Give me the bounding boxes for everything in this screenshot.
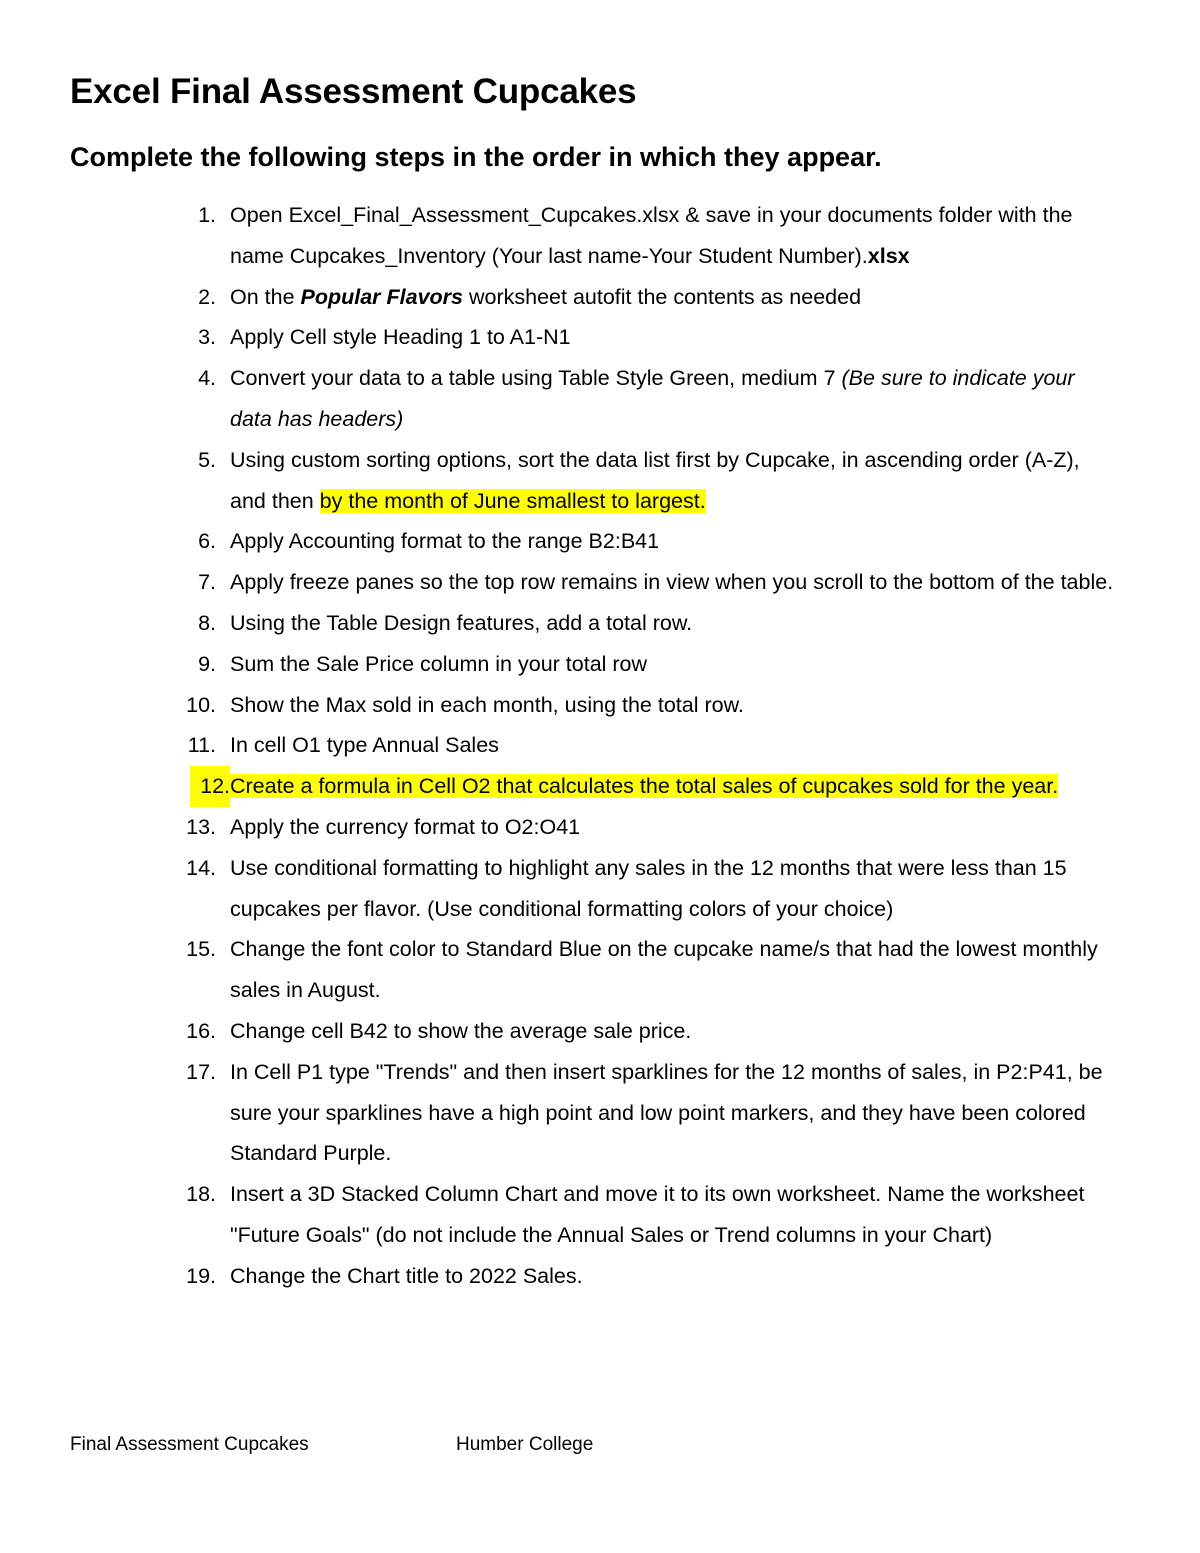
footer-document-name: Final Assessment Cupcakes bbox=[70, 1434, 309, 1455]
list-item bbox=[0, 1052, 1200, 1174]
step-text-part: Using custom sorting options, sort the data list first by Cupcake, in ascending order (A-Z), and then bbox=[230, 447, 1080, 513]
step-text: Insert a 3D Stacked Column Chart and move it to its own worksheet. Name the worksheet "Future Goals" (do not include the Annual Sales or Trend columns in your Chart) bbox=[230, 1182, 1085, 1247]
step-number: 14. bbox=[186, 855, 216, 880]
step-number: 17. bbox=[186, 1059, 216, 1084]
step-number: 7. bbox=[198, 570, 216, 595]
step-number: 1. bbox=[198, 203, 216, 227]
step-text: Apply the currency format to O2:O41 bbox=[230, 814, 581, 839]
list-item bbox=[0, 848, 1200, 930]
step-number: 19. bbox=[186, 1263, 216, 1288]
step-number-highlighted: 12. bbox=[190, 766, 230, 807]
step-text: Apply freeze panes so the top row remains in view when you scroll to the bottom of the table. bbox=[230, 570, 1114, 595]
step-text-italic: (Be sure to indicate your data has headers) bbox=[230, 366, 1075, 431]
step-text: Change cell B42 to show the average sale price. bbox=[230, 1018, 692, 1043]
step-number: 9. bbox=[198, 651, 216, 676]
list-item bbox=[0, 358, 1200, 440]
step-number: 6. bbox=[198, 529, 216, 554]
list-item bbox=[0, 317, 1200, 358]
step-text bbox=[230, 358, 1120, 440]
step-text: Use conditional formatting to highlight any sales in the 12 months that were less than 15 cupcakes per flavor. (Use conditional formatting colors of your choice) bbox=[230, 855, 1067, 921]
steps-list bbox=[0, 195, 1200, 1297]
step-text-part: worksheet autofit the contents as needed bbox=[463, 284, 862, 309]
step-number: 10. bbox=[186, 692, 216, 717]
list-item bbox=[0, 277, 1200, 318]
list-item bbox=[0, 644, 1200, 685]
step-text bbox=[230, 195, 1120, 277]
step-number: 16. bbox=[186, 1018, 216, 1043]
list-item bbox=[0, 440, 1200, 522]
footer-institution: Humber College bbox=[456, 1434, 594, 1455]
step-text: Show the Max sold in each month, using the total row. bbox=[230, 692, 744, 717]
step-number: 13. bbox=[186, 814, 216, 839]
step-text-part: Open Excel_Final_Assessment_Cupcakes.xlsx & save in your documents folder with the name Cupcakes_Inventory (Your last name-Your Student Number). bbox=[230, 203, 1073, 268]
step-number: 2. bbox=[198, 284, 216, 309]
list-item bbox=[0, 603, 1200, 644]
step-text: Apply Accounting format to the range B2:B41 bbox=[230, 529, 660, 554]
list-item bbox=[0, 562, 1200, 603]
step-text bbox=[230, 440, 1120, 522]
step-number: 15. bbox=[186, 937, 216, 962]
step-text-part: Convert your data to a table using Table Style Green, medium 7 bbox=[230, 366, 842, 391]
list-item bbox=[0, 1174, 1200, 1256]
step-number: 5. bbox=[198, 447, 216, 472]
step-number: 11. bbox=[187, 733, 216, 758]
step-text bbox=[230, 766, 1120, 807]
step-number: 18. bbox=[186, 1182, 216, 1207]
list-item bbox=[0, 929, 1200, 1011]
step-text-part: On the bbox=[230, 284, 301, 309]
list-item bbox=[0, 1256, 1200, 1297]
step-text-highlighted: by the month of June smallest to largest. bbox=[319, 488, 706, 513]
step-number: 3. bbox=[198, 325, 216, 350]
step-number: 8. bbox=[198, 610, 216, 635]
step-text: Sum the Sale Price column in your total row bbox=[230, 651, 648, 676]
list-item bbox=[0, 725, 1200, 766]
step-text: In Cell P1 type "Trends" and then insert sparklines for the 12 months of sales, in P2:P41, be sure your sparklines have a high point and low point markers, and they have been colored Standard Purple. bbox=[230, 1059, 1103, 1166]
list-item bbox=[0, 766, 1200, 807]
step-text: Apply Cell style Heading 1 to A1-N1 bbox=[230, 325, 571, 350]
step-text: In cell O1 type Annual Sales bbox=[230, 733, 499, 758]
step-number: 4. bbox=[198, 366, 216, 391]
list-item bbox=[0, 521, 1200, 562]
step-text: Change the font color to Standard Blue on the cupcake name/s that had the lowest monthly sales in August. bbox=[230, 937, 1098, 1003]
step-text bbox=[230, 277, 1120, 318]
list-item bbox=[0, 685, 1200, 726]
document-title: Excel Final Assessment Cupcakes bbox=[70, 72, 637, 111]
step-text-highlighted: Create a formula in Cell O2 that calculates the total sales of cupcakes sold for the year. bbox=[230, 774, 1059, 799]
list-item bbox=[0, 1011, 1200, 1052]
list-item bbox=[0, 195, 1200, 277]
step-text-bold: xlsx bbox=[867, 243, 910, 268]
step-text: Change the Chart title to 2022 Sales. bbox=[230, 1263, 583, 1288]
step-text-bold-italic: Popular Flavors bbox=[300, 284, 464, 309]
list-item bbox=[0, 807, 1200, 848]
document-subtitle: Complete the following steps in the order in which they appear. bbox=[70, 142, 882, 172]
step-text: Using the Table Design features, add a total row. bbox=[230, 610, 693, 635]
